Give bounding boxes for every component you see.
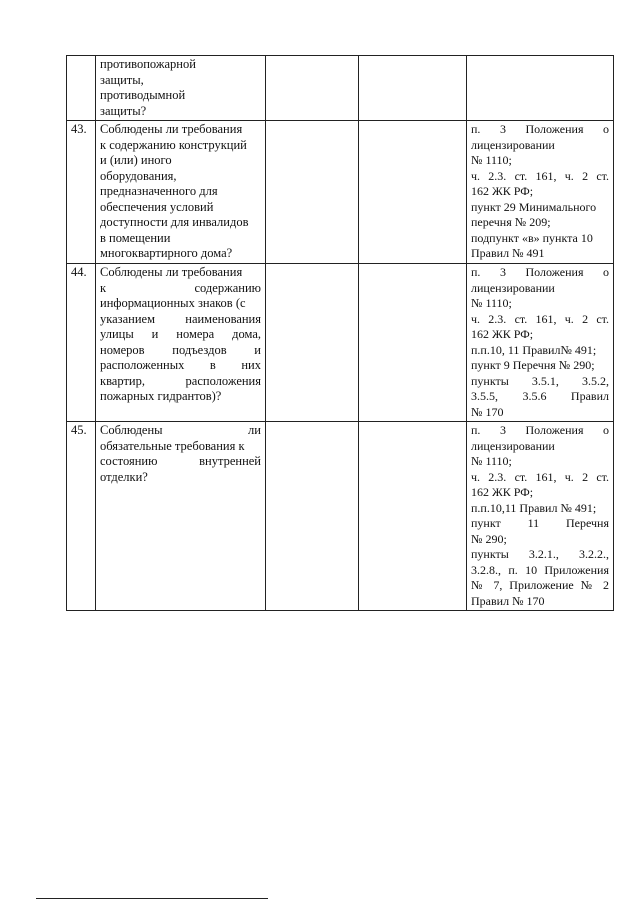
- question-cell: [96, 422, 266, 611]
- empty-cell: [266, 121, 359, 264]
- reference-line: п. 3 Положения о: [471, 265, 609, 279]
- reference-line: № 290;: [471, 531, 507, 546]
- reference-line: пункты 3.5.1, 3.5.2,: [471, 373, 609, 388]
- question-line: к содержанию конструкций: [100, 137, 247, 152]
- question-line: расположенных в них: [100, 358, 261, 372]
- question-line: информационных знаков (с: [100, 296, 246, 310]
- reference-line: п.п.10,11 Правил № 491;: [471, 500, 597, 515]
- reference-line: 162 ЖК РФ;: [471, 485, 534, 499]
- reference-line: № 7, Приложение № 2: [471, 578, 609, 592]
- question-line: указанием наименования: [100, 311, 261, 326]
- question-line: состоянию внутренней: [100, 454, 261, 468]
- footnote-separator-line: [36, 898, 268, 899]
- empty-cell: [266, 422, 359, 611]
- question-line: квартир, расположения: [100, 373, 261, 388]
- reference-line: пункт 29 Минимального: [471, 199, 597, 214]
- reference-cell: [467, 121, 614, 264]
- question-line: доступности для инвалидов: [100, 215, 249, 229]
- question-cell: [96, 121, 266, 264]
- row-number: 43.: [67, 121, 96, 264]
- reference-line: пункт 11 Перечня: [471, 516, 609, 530]
- question-line: защиты,: [100, 72, 144, 87]
- reference-line: п. 3 Положения о: [471, 122, 609, 136]
- question-line: Соблюдены ли требования: [100, 265, 243, 279]
- question-cell: [96, 56, 266, 121]
- question-line: номеров подъездов и: [100, 342, 261, 357]
- empty-cell: [266, 264, 359, 422]
- reference-line: лицензировании: [471, 137, 555, 152]
- question-line: оборудования,: [100, 168, 177, 183]
- reference-line: № 170: [471, 404, 504, 419]
- empty-cell: [266, 56, 359, 121]
- question-line: обязательные требования к: [100, 438, 245, 453]
- question-line: предназначенного для: [100, 184, 218, 198]
- table-row: [67, 422, 614, 611]
- reference-line: п.п.10, 11 Правил№ 491;: [471, 342, 597, 357]
- question-line: противодымной: [100, 88, 186, 102]
- table-row: [67, 121, 614, 264]
- inspection-checklist-table: [66, 55, 614, 611]
- reference-line: 162 ЖК РФ;: [471, 184, 534, 198]
- question-line: многоквартирного дома?: [100, 246, 233, 260]
- empty-cell: [359, 422, 467, 611]
- question-line: противопожарной: [100, 57, 196, 71]
- reference-line: пункт 9 Перечня № 290;: [471, 358, 595, 372]
- reference-cell: [467, 56, 614, 121]
- reference-line: перечня № 209;: [471, 215, 551, 229]
- reference-line: № 1110;: [471, 454, 512, 468]
- reference-line: № 1110;: [471, 296, 512, 310]
- empty-cell: [359, 121, 467, 264]
- reference-line: п. 3 Положения о: [471, 423, 609, 437]
- reference-line: Правил № 491: [471, 246, 545, 260]
- question-line: Соблюдены ли: [100, 423, 261, 437]
- reference-line: лицензировании: [471, 280, 555, 295]
- question-line: пожарных гидрантов)?: [100, 389, 222, 403]
- table-row: [67, 264, 614, 422]
- reference-line: Правил № 170: [471, 593, 545, 608]
- reference-line: № 1110;: [471, 153, 512, 167]
- question-line: обеспечения условий: [100, 199, 214, 214]
- reference-cell: [467, 422, 614, 611]
- reference-line: ч. 2.3. ст. 161, ч. 2 ст.: [471, 311, 609, 326]
- empty-cell: [359, 264, 467, 422]
- reference-line: ч. 2.3. ст. 161, ч. 2 ст.: [471, 469, 609, 484]
- question-line: улицы и номера дома,: [100, 327, 261, 341]
- question-line: Соблюдены ли требования: [100, 122, 243, 136]
- reference-line: подпункт «в» пункта 10: [471, 230, 593, 245]
- question-line: в помещении: [100, 230, 171, 245]
- reference-line: лицензировании: [471, 438, 555, 453]
- question-line: к содержанию: [100, 280, 261, 295]
- question-line: отделки?: [100, 469, 148, 484]
- row-number: 45.: [67, 422, 96, 611]
- reference-line: ч. 2.3. ст. 161, ч. 2 ст.: [471, 168, 609, 183]
- table-row: [67, 56, 614, 121]
- question-line: и (или) иного: [100, 153, 172, 167]
- row-number: [67, 56, 96, 121]
- reference-line: 3.5.5, 3.5.6 Правил: [471, 389, 609, 403]
- reference-cell: [467, 264, 614, 422]
- reference-line: пункты 3.2.1., 3.2.2.,: [471, 547, 609, 561]
- question-cell: [96, 264, 266, 422]
- question-line: защиты?: [100, 103, 147, 118]
- empty-cell: [359, 56, 467, 121]
- reference-line: 162 ЖК РФ;: [471, 327, 534, 341]
- reference-line: 3.2.8., п. 10 Приложения: [471, 562, 609, 577]
- row-number: 44.: [67, 264, 96, 422]
